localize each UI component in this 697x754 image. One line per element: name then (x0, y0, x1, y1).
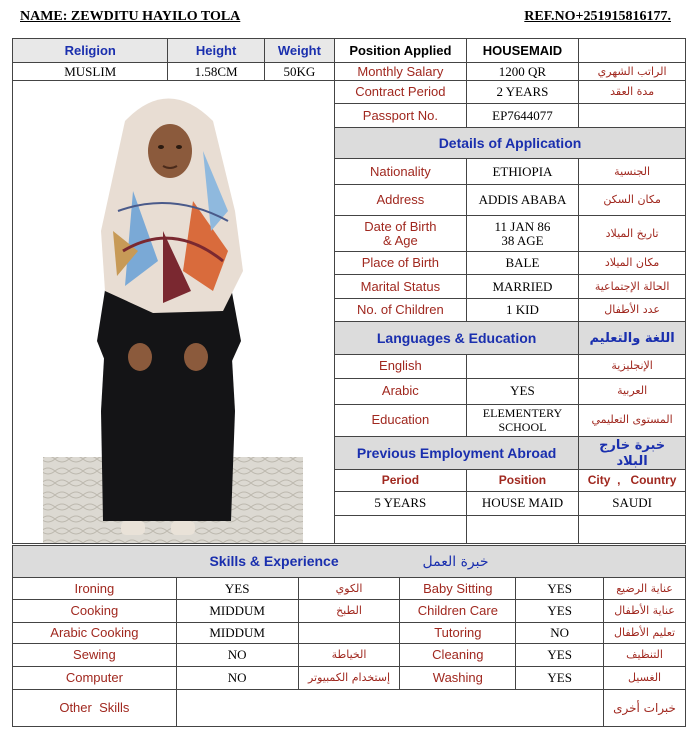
dob-value-age: 38 AGE (501, 232, 544, 248)
skill-label: Cleaning (400, 644, 516, 667)
skill-value: NO (176, 644, 298, 667)
skill-value: NO (176, 667, 298, 690)
skill-label: Children Care (400, 600, 516, 623)
dob-label-line2: & Age (383, 232, 418, 248)
dob-label (335, 216, 467, 252)
education-label: Education (335, 404, 467, 436)
skill-row (13, 667, 686, 690)
skill-ar: عناية الأطفال (604, 600, 686, 623)
dob-label-line1: Date of Birth (364, 218, 437, 234)
skill-ar: الغسيل (604, 667, 686, 690)
skill-label: Cooking (13, 600, 177, 623)
skill-row (13, 623, 686, 644)
skill-ar (298, 623, 400, 644)
nationality-value: ETHIOPIA (466, 159, 578, 185)
religion-label: Religion (13, 39, 168, 63)
dob-value (466, 216, 578, 252)
address-value: ADDIS ABABA (466, 185, 578, 216)
skill-ar: التنظيف (604, 644, 686, 667)
contract-value: 2 YEARS (466, 81, 578, 104)
dob-ar: تاريخ الميلاد (579, 216, 686, 252)
skill-value: YES (516, 667, 604, 690)
marital-value: MARRIED (466, 275, 578, 299)
nationality-label: Nationality (335, 159, 467, 185)
english-label: English (335, 354, 467, 378)
dob-value-date: 11 JAN 86 (494, 218, 551, 234)
details-title: Details of Application (335, 128, 686, 159)
other-skills-label: Other Skills (13, 690, 177, 727)
weight-label: Weight (264, 39, 334, 63)
skill-value: NO (516, 623, 604, 644)
languages-title-ar: اللغة والتعليم (589, 331, 675, 346)
arabic-value: YES (466, 378, 578, 404)
position-value: HOUSEMAID (466, 39, 578, 63)
skill-label: Baby Sitting (400, 578, 516, 600)
skill-ar: عناية الرضيع (604, 578, 686, 600)
skill-ar: الطبخ (298, 600, 400, 623)
photo-cell (13, 81, 335, 544)
english-value (466, 354, 578, 378)
marital-ar: الحالة الإجتماعية (579, 275, 686, 299)
height-value: 1.58CM (168, 63, 264, 81)
prev-country-header: City , Country (579, 469, 686, 491)
skill-ar: إستخدام الكمبيوتر (298, 667, 400, 690)
skill-value: YES (516, 578, 604, 600)
education-value-line1: ELEMENTERY (482, 406, 563, 421)
pob-ar: مكان الميلاد (579, 252, 686, 275)
salary-value: 1200 QR (466, 63, 578, 81)
skill-value: MIDDUM (176, 600, 298, 623)
education-ar: المستوى التعليمي (579, 404, 686, 436)
other-skills-ar: خبرات أخرى (604, 690, 686, 727)
passport-value: EP7644077 (466, 104, 578, 128)
application-table (12, 38, 686, 544)
passport-label: Passport No. (335, 104, 467, 128)
contract-ar: مدة العقد (579, 81, 686, 104)
skill-label: Washing (400, 667, 516, 690)
education-value-line2: SCHOOL (498, 420, 547, 435)
skill-row (13, 578, 686, 600)
children-value: 1 KID (466, 299, 578, 322)
religion-value: MUSLIM (13, 63, 168, 81)
skill-ar: الخياطة (298, 644, 400, 667)
skill-value: YES (516, 644, 604, 667)
height-label: Height (168, 39, 264, 63)
children-ar: عدد الأطفال (579, 299, 686, 322)
skill-label: Arabic Cooking (13, 623, 177, 644)
nationality-ar: الجنسية (579, 159, 686, 185)
address-ar: مكان السكن (579, 185, 686, 216)
salary-label: Monthly Salary (335, 63, 467, 81)
prev-period-value: 5 YEARS (335, 491, 467, 515)
arabic-ar: العربية (579, 378, 686, 404)
skill-value: YES (516, 600, 604, 623)
contract-label: Contract Period (335, 81, 467, 104)
skills-title: Skills & Experience (209, 553, 339, 569)
skills-title-ar: خبرة العمل (422, 554, 489, 570)
prev-position-header: Position (466, 469, 578, 491)
salary-ar: الراتب الشهري (579, 63, 686, 81)
skills-table (12, 545, 686, 727)
skill-row (13, 600, 686, 623)
other-skills-value (176, 690, 603, 727)
languages-title: Languages & Education (335, 322, 579, 354)
skills-header (13, 546, 686, 578)
person-photo (13, 81, 334, 543)
address-label: Address (335, 185, 467, 216)
skill-row (13, 644, 686, 667)
marital-label: Marital Status (335, 275, 467, 299)
weight-value: 50KG (264, 63, 334, 81)
skill-label: Computer (13, 667, 177, 690)
skill-ar: الكوي (298, 578, 400, 600)
reference-number: REF.NO+251915816177. (524, 9, 671, 24)
skill-value: MIDDUM (176, 623, 298, 644)
arabic-label: Arabic (335, 378, 467, 404)
prev-employment-title-ar: خبرة خارج البلاد (599, 437, 666, 469)
children-label: No. of Children (335, 299, 467, 322)
skill-value: YES (176, 578, 298, 600)
skill-label: Ironing (13, 578, 177, 600)
skill-label: Sewing (13, 644, 177, 667)
skill-label: Tutoring (400, 623, 516, 644)
position-label: Position Applied (335, 39, 467, 63)
prev-employment-title: Previous Employment Abroad (335, 436, 579, 469)
pob-label: Place of Birth (335, 252, 467, 275)
skill-ar: تعليم الأطفال (604, 623, 686, 644)
applicant-name: NAME: ZEWDITU HAYILO TOLA (20, 9, 241, 24)
prev-period-header: Period (335, 469, 467, 491)
education-value (466, 404, 578, 436)
prev-country-value: SAUDI (579, 491, 686, 515)
english-ar: الإنجليزية (579, 354, 686, 378)
prev-position-value: HOUSE MAID (466, 491, 578, 515)
pob-value: BALE (466, 252, 578, 275)
